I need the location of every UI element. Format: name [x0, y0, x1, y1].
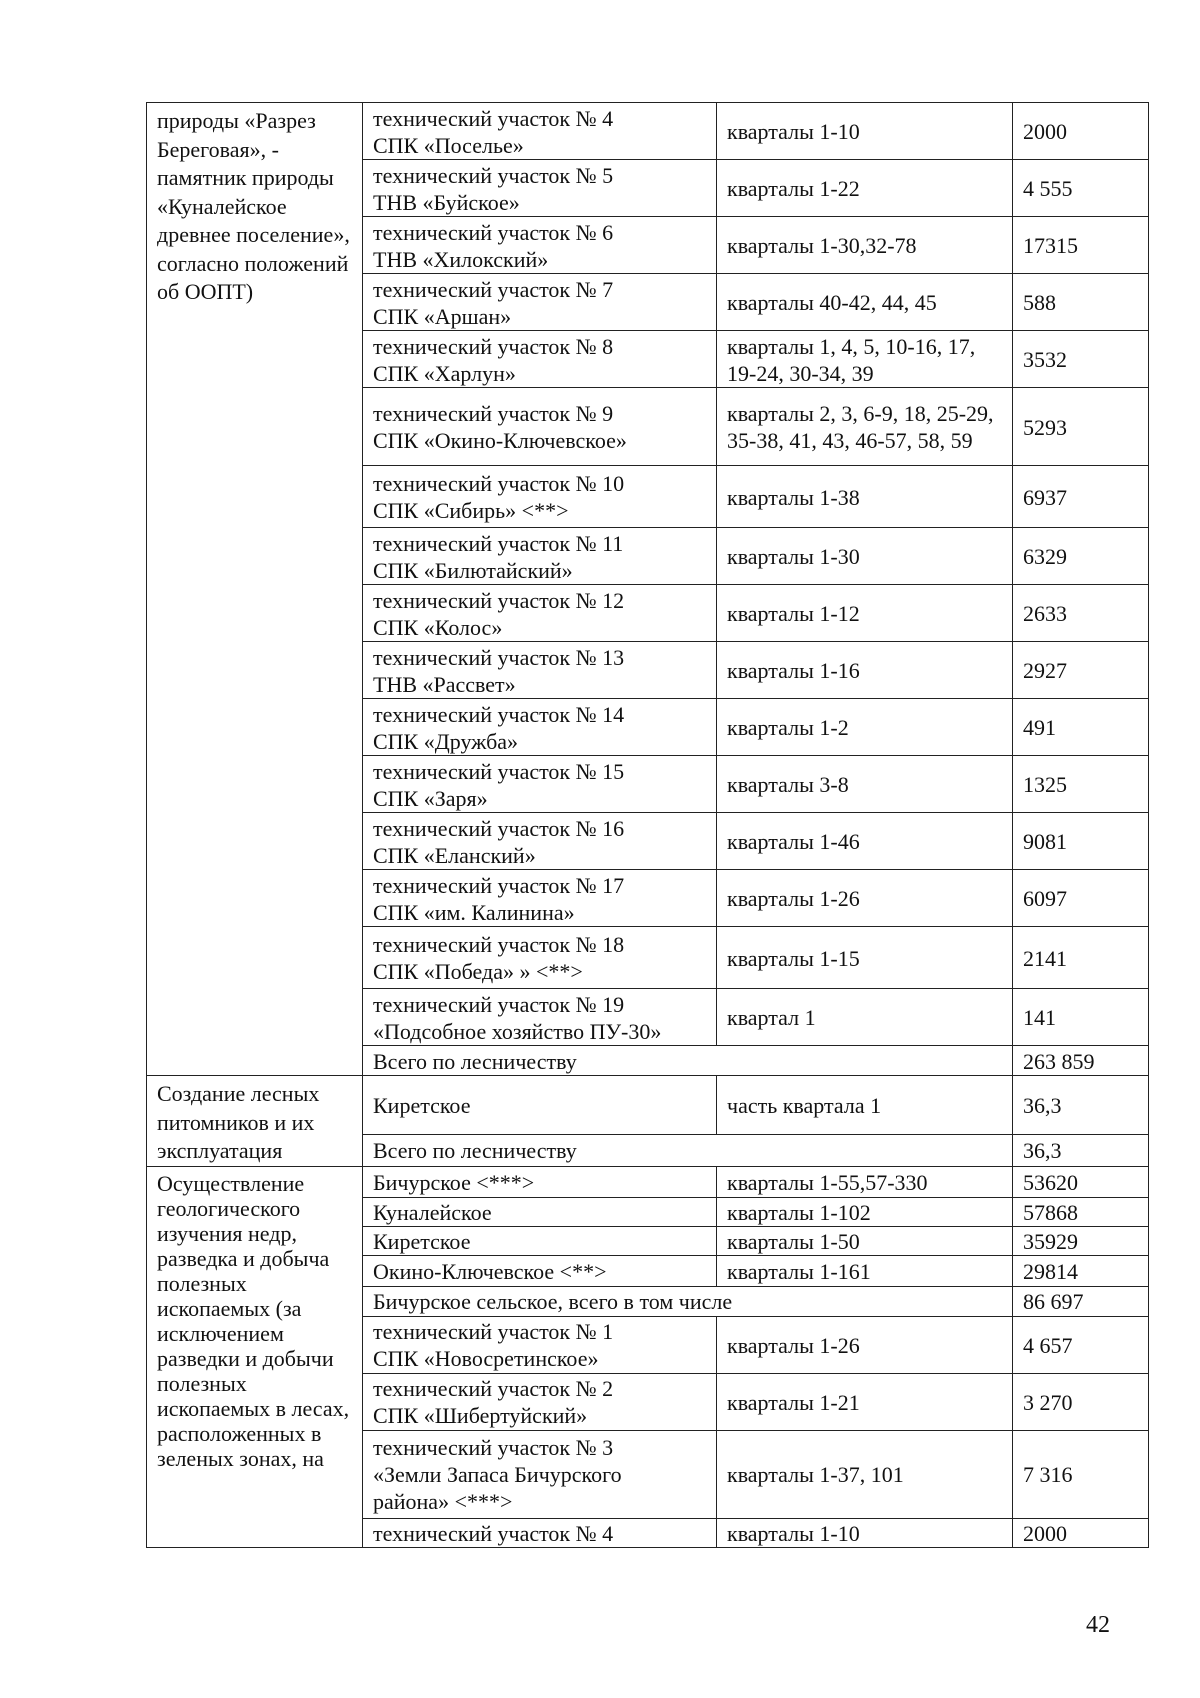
total-label-cell: Всего по лесничеству [363, 1046, 1013, 1076]
cell-line: технический участок № 10 [373, 471, 625, 496]
cell-line: СПК «Билютайский» [373, 557, 573, 583]
area-cell: 36,3 [1013, 1076, 1149, 1135]
page-number: 42 [1086, 1612, 1110, 1638]
site-name-cell [363, 989, 717, 1046]
cell-line: СПК «Дружба» [373, 728, 519, 754]
forestry-name-cell: Куналейское [363, 1197, 717, 1226]
quarters-cell: кварталы 1-12 [717, 585, 1013, 642]
quarters-cell: кварталы 1-161 [717, 1255, 1013, 1286]
quarters-cell: кварталы 1-37, 101 [717, 1430, 1013, 1518]
cell-line: технический участок № 2 [373, 1376, 614, 1401]
quarters-cell: кварталы 1-21 [717, 1373, 1013, 1430]
cell-line: СПК «Победа» » <**> [373, 959, 583, 984]
area-cell: 2000 [1013, 1518, 1149, 1547]
site-name-cell [363, 103, 717, 160]
site-name-cell [363, 927, 717, 989]
area-cell: 7 316 [1013, 1430, 1149, 1518]
cell-line: СПК «Поселье» [373, 132, 524, 158]
cell-line: технический участок № 4 [373, 1520, 614, 1546]
area-cell: 9081 [1013, 813, 1149, 870]
quarters-cell: кварталы 1-26 [717, 1316, 1013, 1373]
cell-line: СПК «Окино-Ключевское» [373, 428, 627, 453]
cell-line: технический участок № 1 [373, 1319, 614, 1344]
site-name-cell [363, 217, 717, 274]
area-cell: 6329 [1013, 528, 1149, 585]
site-name-cell [363, 274, 717, 331]
cell-line: СПК «им. Калинина» [373, 899, 575, 925]
total-value-cell: 263 859 [1013, 1046, 1149, 1076]
cell-line: технический участок № 4 [373, 105, 614, 131]
forestry-name-cell: Окино-Ключевское <**> [363, 1255, 717, 1286]
category-cell: Создание лесных питомников и их эксплуатация [147, 1076, 363, 1167]
cell-line: технический участок № 15 [373, 758, 625, 784]
quarters-cell: часть квартала 1 [717, 1076, 1013, 1135]
area-cell: 6097 [1013, 870, 1149, 927]
area-cell: 2000 [1013, 103, 1149, 160]
quarters-cell: кварталы 1-22 [717, 160, 1013, 217]
area-cell: 3 270 [1013, 1373, 1149, 1430]
quarters-cell: кварталы 1-2 [717, 699, 1013, 756]
cell-line: СПК «Шибертуйский» [373, 1403, 588, 1428]
cell-line: технический участок № 12 [373, 587, 625, 613]
area-cell: 588 [1013, 274, 1149, 331]
site-name-cell [363, 388, 717, 466]
total-value-cell: 36,3 [1013, 1134, 1149, 1166]
cell-line: СПК «Аршан» [373, 303, 512, 329]
quarters-cell: кварталы 1-30,32-78 [717, 217, 1013, 274]
site-name-cell [363, 466, 717, 528]
quarters-cell: кварталы 1-30 [717, 528, 1013, 585]
area-cell: 57868 [1013, 1197, 1149, 1226]
subtotal-value-cell: 86 697 [1013, 1286, 1149, 1316]
category-cell: Осуществление геологического изучения недр, разведка и добыча полезных ископаемых (за исключением разведки и добычи полезных ископаемых в лесах, расположенных в зеленых зонах, на [147, 1166, 363, 1547]
cell-line: технический участок № 13 [373, 644, 625, 670]
category-cell: природы «Разрез Береговая», - памятник природы «Куналейское древнее поселение», согласно положений об ООПТ) [147, 103, 363, 1076]
quarters-cell: кварталы 1-10 [717, 103, 1013, 160]
area-cell: 53620 [1013, 1166, 1149, 1197]
area-cell: 3532 [1013, 331, 1149, 388]
table-row [147, 1076, 1149, 1135]
cell-line: СПК «Харлун» [373, 360, 516, 386]
quarters-cell: кварталы 1-102 [717, 1197, 1013, 1226]
cell-line: СПК «Колос» [373, 614, 503, 640]
forest-use-table [146, 102, 1149, 1548]
site-name-cell [363, 1518, 717, 1547]
quarters-cell: кварталы 2, 3, 6-9, 18, 25-29, 35-38, 41, 43, 46-57, 58, 59 [717, 388, 1013, 466]
site-name-cell [363, 331, 717, 388]
cell-line: технический участок № 5 [373, 162, 614, 188]
site-name-cell [363, 528, 717, 585]
area-cell: 6937 [1013, 466, 1149, 528]
cell-line: «Подсобное хозяйство ПУ-30» [373, 1018, 662, 1044]
quarters-cell: кварталы 1-16 [717, 642, 1013, 699]
cell-line: «Земли Запаса Бичурского [373, 1462, 622, 1487]
site-name-cell [363, 642, 717, 699]
area-cell: 1325 [1013, 756, 1149, 813]
cell-line: СПК «Заря» [373, 785, 488, 811]
quarters-cell: квартал 1 [717, 989, 1013, 1046]
cell-line: СПК «Новосретинское» [373, 1346, 599, 1371]
area-cell: 5293 [1013, 388, 1149, 466]
cell-line: технический участок № 11 [373, 530, 624, 556]
cell-line: технический участок № 9 [373, 401, 614, 426]
site-name-cell [363, 756, 717, 813]
quarters-cell: кварталы 1-46 [717, 813, 1013, 870]
quarters-cell: кварталы 1-26 [717, 870, 1013, 927]
cell-line: технический участок № 16 [373, 815, 625, 841]
area-cell: 35929 [1013, 1226, 1149, 1255]
site-name-cell [363, 870, 717, 927]
forestry-name-cell: Киретское [363, 1076, 717, 1135]
cell-line: технический участок № 19 [373, 991, 625, 1017]
quarters-cell: кварталы 3-8 [717, 756, 1013, 813]
table-row [147, 103, 1149, 160]
cell-line: ТНВ «Буйское» [373, 189, 520, 215]
forestry-name-cell: Бичурское <***> [363, 1166, 717, 1197]
area-cell: 141 [1013, 989, 1149, 1046]
area-cell: 491 [1013, 699, 1149, 756]
cell-line: ТНВ «Хилокский» [373, 246, 549, 272]
area-cell: 29814 [1013, 1255, 1149, 1286]
cell-line: технический участок № 7 [373, 276, 614, 302]
subtotal-label-cell: Бичурское сельское, всего в том числе [363, 1286, 1013, 1316]
quarters-cell: кварталы 1-50 [717, 1226, 1013, 1255]
cell-line: технический участок № 17 [373, 872, 625, 898]
cell-line: ТНВ «Рассвет» [373, 671, 516, 697]
area-cell: 2141 [1013, 927, 1149, 989]
cell-line: технический участок № 18 [373, 932, 625, 957]
quarters-cell: кварталы 1-55,57-330 [717, 1166, 1013, 1197]
quarters-cell: кварталы 1, 4, 5, 10-16, 17, 19-24, 30-34, 39 [717, 331, 1013, 388]
cell-line: технический участок № 3 [373, 1435, 614, 1460]
table-row [147, 1166, 1149, 1197]
quarters-cell: кварталы 40-42, 44, 45 [717, 274, 1013, 331]
cell-line: технический участок № 6 [373, 219, 614, 245]
total-label-cell: Всего по лесничеству [363, 1134, 1013, 1166]
cell-line: СПК «Еланский» [373, 842, 536, 868]
area-cell: 4 555 [1013, 160, 1149, 217]
cell-line: технический участок № 8 [373, 333, 614, 359]
area-cell: 2633 [1013, 585, 1149, 642]
forestry-name-cell: Киретское [363, 1226, 717, 1255]
site-name-cell [363, 699, 717, 756]
area-cell: 2927 [1013, 642, 1149, 699]
area-cell: 17315 [1013, 217, 1149, 274]
site-name-cell [363, 1316, 717, 1373]
cell-line: СПК «Сибирь» <**> [373, 498, 569, 523]
site-name-cell [363, 1430, 717, 1518]
site-name-cell [363, 1373, 717, 1430]
quarters-cell: кварталы 1-38 [717, 466, 1013, 528]
quarters-cell: кварталы 1-15 [717, 927, 1013, 989]
site-name-cell [363, 813, 717, 870]
area-cell: 4 657 [1013, 1316, 1149, 1373]
site-name-cell [363, 160, 717, 217]
cell-line: района» <***> [373, 1489, 513, 1514]
cell-line: технический участок № 14 [373, 701, 625, 727]
site-name-cell [363, 585, 717, 642]
quarters-cell: кварталы 1-10 [717, 1518, 1013, 1547]
